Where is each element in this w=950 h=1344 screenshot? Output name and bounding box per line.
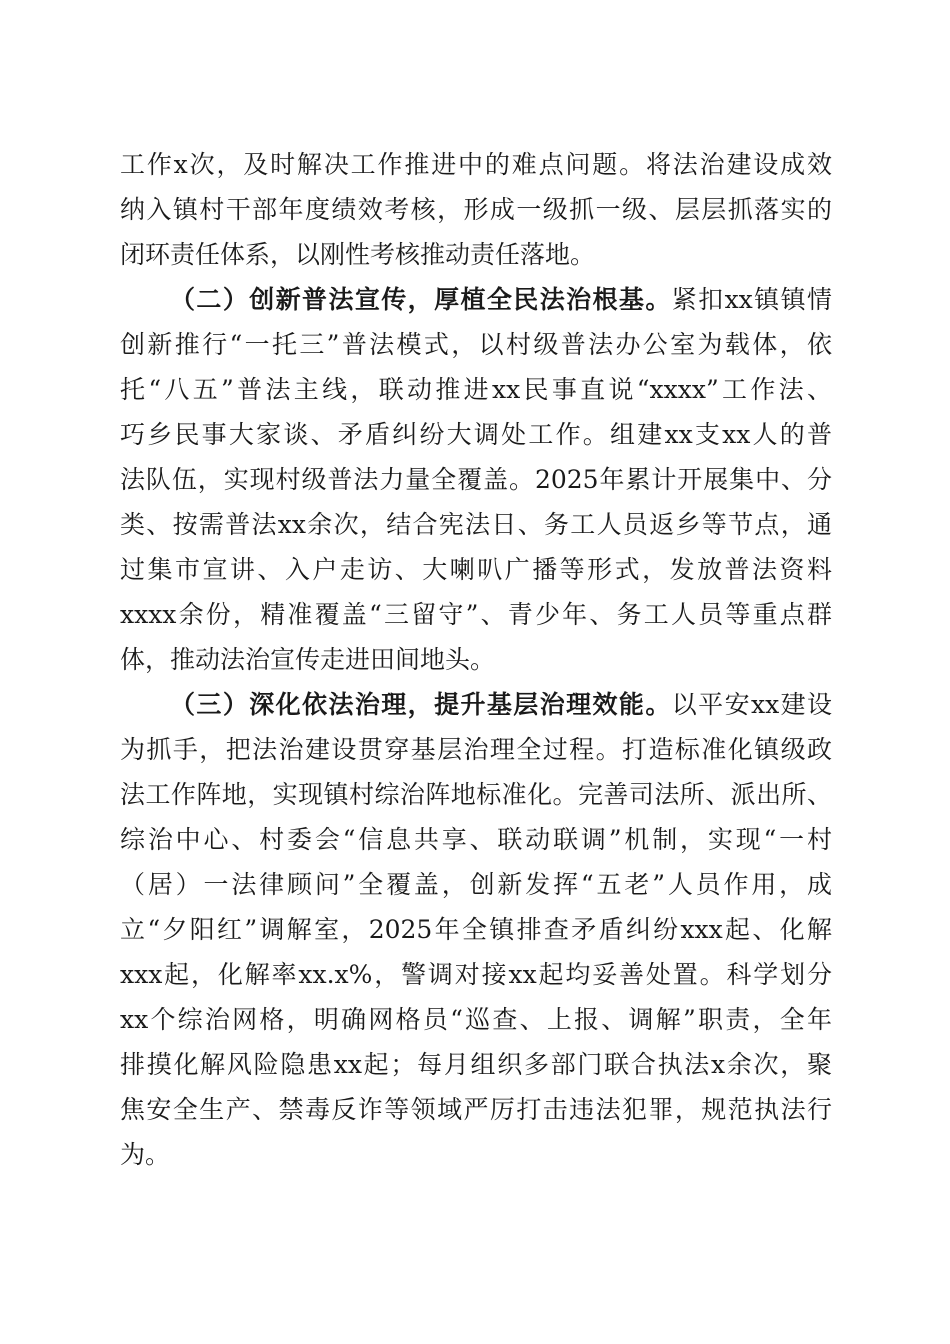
para2-line-4: 巧乡民事大家谈、矛盾纠纷大调处工作。组建xx支xx人的普 <box>120 420 832 449</box>
para3-first-line-rest: 以平安xx建设 <box>671 690 832 719</box>
para3-line-7: xxx起，化解率xx.x%，警调对接xx起均妥善处置。科学划分 <box>120 960 832 989</box>
para3-first-line <box>170 688 832 722</box>
para3-line-10: 焦安全生产、禁毒反诈等领域严厉打击违法犯罪，规范执法行 <box>120 1095 832 1124</box>
para3-line-3: 法工作阵地，实现镇村综治阵地标准化。完善司法所、派出所、 <box>120 780 832 809</box>
para2-line-3: 托“八五”普法主线，联动推进xx民事直说“xxxx”工作法、 <box>120 375 832 404</box>
para3-line-4: 综治中心、村委会“信息共享、联动联调”机制，实现“一村 <box>120 825 832 854</box>
para3-line-5: （居）一法律顾问”全覆盖，创新发挥“五老”人员作用，成 <box>120 870 832 899</box>
para1-line-1: 工作x次，及时解决工作推进中的难点问题。将法治建设成效 <box>120 150 832 179</box>
para2-line-7: 过集市宣讲、入户走访、大喇叭广播等形式，发放普法资料 <box>120 555 832 584</box>
para3-line-11: 为。 <box>120 1140 171 1169</box>
para1-line-3: 闭环责任体系，以刚性考核推动责任落地。 <box>120 240 596 269</box>
para2-first-line <box>170 283 832 317</box>
para2-line-8: xxxx余份，精准覆盖“三留守”、青少年、务工人员等重点群 <box>120 600 832 629</box>
para2-line-9: 体，推动法治宣传走进田间地头。 <box>120 645 496 674</box>
para2-heading: （二）创新普法宣传，厚植全民法治根基。 <box>170 285 672 314</box>
para3-line-6: 立“夕阳红”调解室，2025年全镇排查矛盾纠纷xxx起、化解 <box>120 915 832 944</box>
para2-line-2: 创新推行“一托三”普法模式，以村级普法办公室为载体，依 <box>120 330 832 359</box>
para3-line-9: 排摸化解风险隐患xx起；每月组织多部门联合执法x余次，聚 <box>120 1050 832 1079</box>
para2-line-6: 类、按需普法xx余次，结合宪法日、务工人员返乡等节点，通 <box>120 510 832 539</box>
para3-heading: （三）深化依法治理，提升基层治理效能。 <box>170 690 672 719</box>
para2-first-line-rest: 紧扣xx镇镇情 <box>671 285 832 314</box>
para3-line-8: xx个综治网格，明确网格员“巡查、上报、调解”职责，全年 <box>120 1005 832 1034</box>
para2-line-5: 法队伍，实现村级普法力量全覆盖。2025年累计开展集中、分 <box>120 465 832 494</box>
para1-line-2: 纳入镇村干部年度绩效考核，形成一级抓一级、层层抓落实的 <box>120 195 832 224</box>
para3-line-2: 为抓手，把法治建设贯穿基层治理全过程。打造标准化镇级政 <box>120 735 832 764</box>
